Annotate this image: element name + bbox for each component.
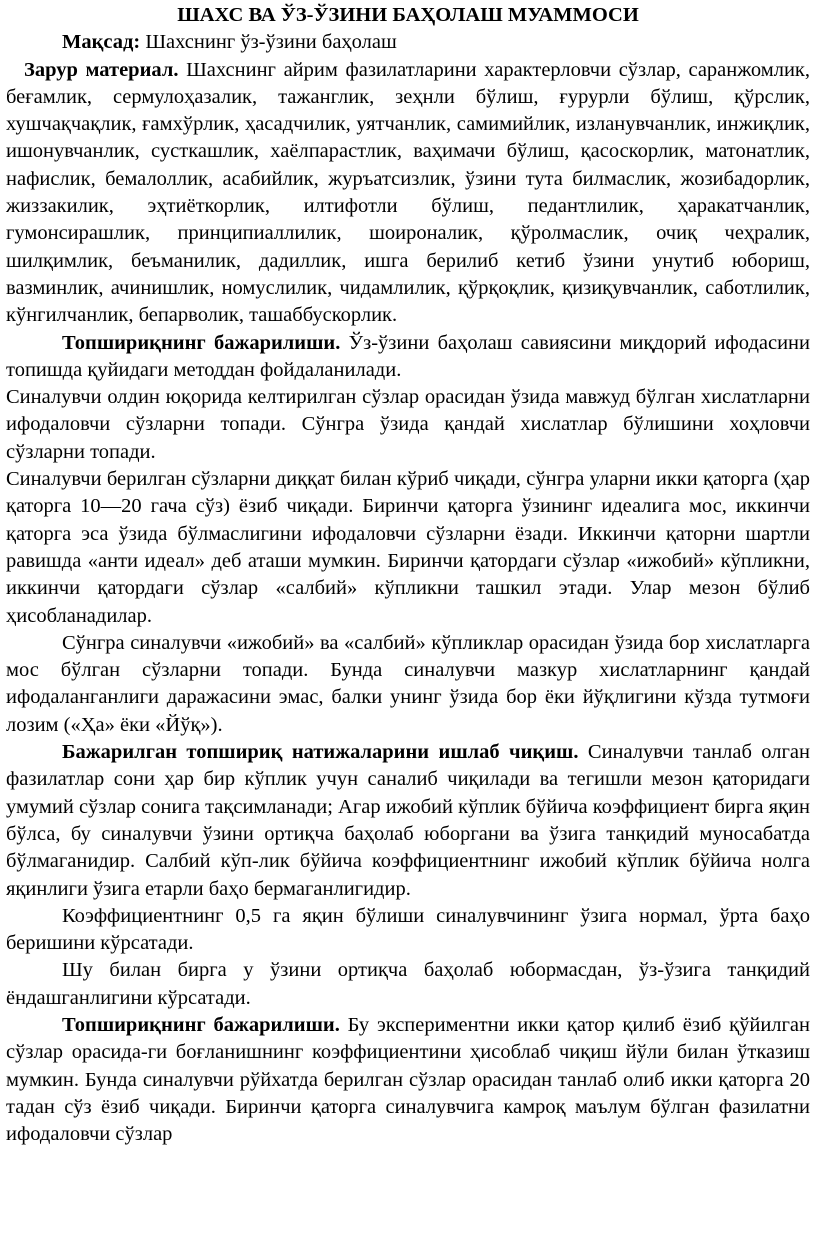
- paragraph-a: Синалувчи олдин юқорида келтирилган сўзлар орасидан ўзида мавжуд бўлган хислатларни ифодаловчи сўзларни топади. Сўнгра ўзида қандай хислатлар бўлишини хоҳловчи сўзларни топади.: [6, 386, 810, 463]
- goal-text: Шахснинг ўз-ўзини баҳолаш: [140, 31, 397, 54]
- results-text: Синалувчи танлаб олган фазилатлар сони ҳар бир кўплик учун саналиб чиқилади ва тегишли мезон қаторидаги умумий сўзлар сонига тақсимланади; Агар ижобий кўплик бўйича коэффициент бирга яқин бўлса, бу синалувчи ўзини ортиқча баҳолаб юборгани ва ўзига танқидий муносабатда бўлмаганидир. Салбий кўп-лик бўйича коэффициентнинг ижобий кўплик бўйича нолга яқинлиги ўзига етарли баҳо бермаганлигидир.: [6, 741, 810, 900]
- document-title: ШАХС ВА ЎЗ-ЎЗИНИ БАҲОЛАШ МУАММОСИ: [177, 4, 639, 26]
- paragraph-d: Коэффициентнинг 0,5 га яқин бўлиши синалувчининг ўзига нормал, ўрта баҳо беришини кўрсатади.: [6, 904, 810, 955]
- paragraph-c: Сўнгра синалувчи «ижобий» ва «салбий» кўпликлар орасидан ўзида бор хислатларга мос бўлган сўзларни топади. Бунда синалувчи мазкур хислатларнинг қандай ифодаланганлиги даражасини эмас, балки унинг ўзида бор ёки йўқлигини кўзда тутмоғи лозим («Ҳа» ёки «Йўқ»).: [6, 631, 810, 736]
- material-paragraph: [6, 57, 810, 330]
- paragraph-b: Синалувчи берилган сўзларни диққат билан кўриб чиқади, сўнгра уларни икки қаторга (ҳар қаторга 10—20 гача сўз) ёзиб чиқади. Биринчи қаторга ўзининг идеалига мос, иккинчи қаторга эса ўзида бўлмаслигини ифодаловчи сўзларни ёзади. Иккинчи қаторни шартли равишда «анти идеал» деб аташи мумкин. Биринчи қатордаги сўзлар «ижобий» кўпликни, иккинчи қатордаги сўзлар «салбий» кўпликни ташкил этади. Улар мезон бўлиб ҳисобланадилар.: [6, 468, 810, 627]
- material-label: Зарур материал.: [24, 58, 179, 81]
- procedure-text-2: Бу экспериментни икки қатор қилиб ёзиб қўйилган сўзлар орасида-ги боғланишнинг коэффициентини ҳисоблаб чиқиш йўли билан ўтказиш мумкин. Бунда синалувчи рўйхатда берилган сўзлар орасидан танлаб олиб икки қаторга 20 тадан сўз ёзиб чиқади. Биринчи қаторга синалувчига камроқ маълум бўлган фазилатни ифодаловчи сўзлар: [6, 1013, 811, 1146]
- procedure-text-1: Ўз-ўзини баҳолаш савиясини миқдорий ифодасини топишда қуйидаги методдан фойдаланилади.: [6, 331, 810, 381]
- goal-label: Мақсад:: [62, 31, 141, 54]
- results-label: Бажарилган топшириқ натижаларини ишлаб чиқиш.: [62, 741, 579, 764]
- procedure-paragraph-2: [6, 1012, 810, 1148]
- procedure-label-1: Топшириқнинг бажарилиши.: [62, 331, 341, 354]
- procedure-paragraph-1: [6, 330, 810, 385]
- paragraph-e: Шу билан бирга у ўзини ортиқча баҳолаб юбормасдан, ўз-ўзига танқидий ёндашганлигини кўрсатади.: [6, 959, 810, 1009]
- results-paragraph: [6, 739, 810, 903]
- material-text: Шахснинг айрим фазилатларини характерловчи сўзлар, саранжомлик, беғамлик, сермулоҳазалик, тажанглик, зеҳнли бўлиш, ғурурли бўлиш, қўрслик, хушчақчақлик, ғамхўрлик, ҳасадчилик, уятчанлик, самимийлик, изланувчанлик, инжиқлик, ишонувчанлик, сусткашлик, хаёлпарастлик, ваҳимачи бўлиш, қасоскорлик, матонатлик, нафислик, бемалоллик, асабийлик, журъатсизлик, ўзини тута билмаслик, жозибадорлик, жиззакилик, эҳтиёткорлик, илтифотли бўлиш, педантлилик, ҳаракатчанлик, гумонсирашлик, принципиаллилик, шоироналик, қўролмаслик, очиқ чеҳралик, шилқимлик, беъманилик, дадиллик, ишга берилиб кетиб ўзини унутиб юбориш, вазминлик, ачинишлик, номуслилик, чидамлилик, қўрқоқлик, қизиқувчанлик, саботлилик, кўнгилчанлик, бепарволик, ташаббускорлик.: [6, 58, 811, 327]
- goal-paragraph: [6, 29, 810, 56]
- procedure-label-2: Топшириқнинг бажарилиши.: [62, 1013, 340, 1036]
